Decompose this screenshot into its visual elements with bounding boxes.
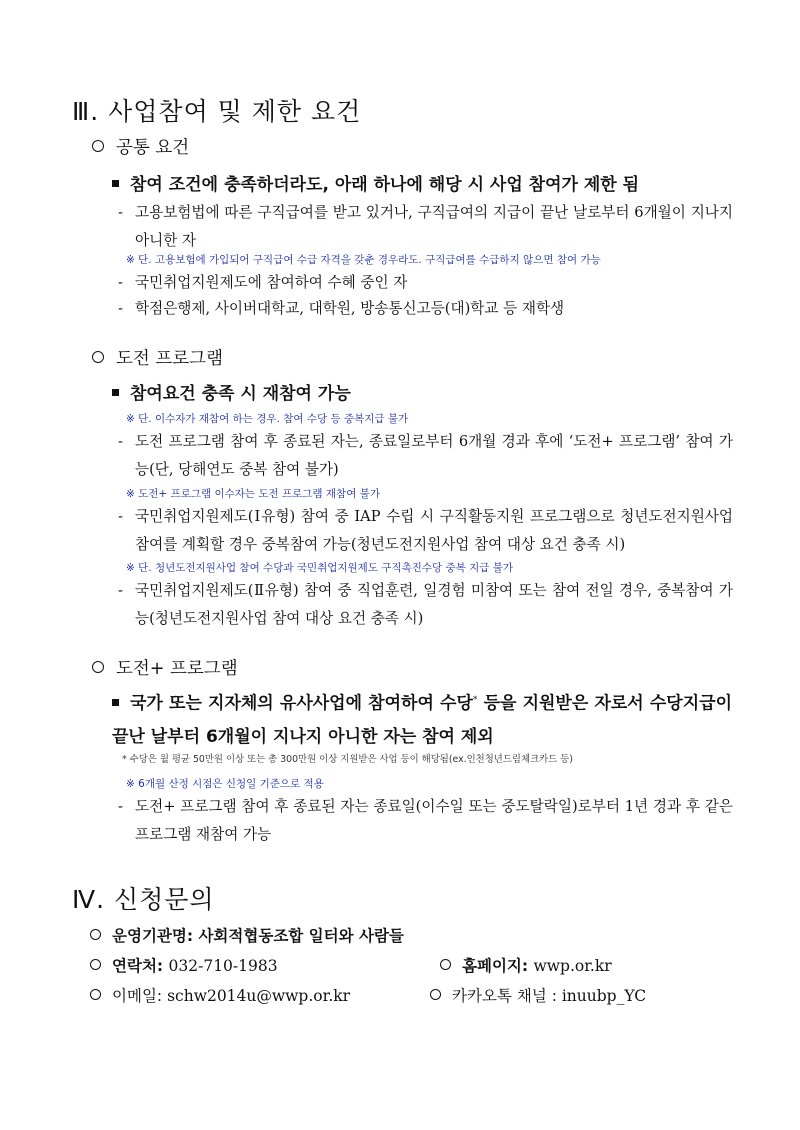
challenge-plus-bullet: 국가 또는 지자체의 유사사업에 참여하여 수당* 등을 지원받은 자로서 수당지급이 끝난 날부터 6개월이 지나지 아니한 자는 참여 제외 — [112, 693, 732, 747]
phone-number[interactable]: 032-710-1983 — [168, 957, 278, 975]
challenge-plus-footnote: * 수당은 월 평균 50만원 이상 또는 총 300만원 이상 지원받은 사업 등이 해당됨(ex.인천청년드림체크카드 등) — [122, 754, 573, 765]
challenge-item-1: - 도전 프로그램 참여 후 종료된 자는, 종료일로부터 6개월 경과 후에 ‘도전+ 프로그램’ 참여 가능(단, 당해연도 중복 참여 불가) — [118, 433, 733, 478]
email-contact: 이메일: schw2014u@wwp.or.kr — [90, 984, 350, 1006]
challenge-item-3: - 국민취업지원제도(Ⅱ유형) 참여 중 직업훈련, 일경험 미참여 또는 참여 전일 경우, 중복참여 가능(청년도전지원사업 참여 대상 요건 충족 시) — [118, 582, 733, 627]
homepage-contact: 홈페이지: wwp.or.kr — [440, 954, 612, 976]
kakao-channel[interactable]: inuubp_YC — [561, 987, 647, 1005]
challenge-note-3: ※ 단. 청년도전지원사업 참여 수당과 국민취업지원제도 구직촉진수당 중복 지급 불가 — [126, 562, 514, 574]
common-note-1: ※ 단. 고용보험에 가입되어 구직급여 수급 자격을 갖춘 경우라도. 구직급여를 수급하지 않으면 참여 가능 — [126, 254, 601, 266]
circle-bullet-icon — [90, 959, 101, 970]
circle-bullet-icon — [440, 959, 451, 970]
challenge-program-bullet: 참여요건 충족 시 재참여 가능 — [112, 379, 351, 404]
operator-org: 운영기관명: 사회적협동조합 일터와 사람들 — [90, 924, 404, 946]
circle-bullet-icon — [92, 661, 104, 673]
circle-bullet-icon — [90, 929, 101, 940]
square-bullet-icon — [112, 180, 119, 187]
challenge-plus-item-1: - 도전+ 프로그램 참여 후 종료된 자는 종료일(이수일 또는 중도탈락일)로부터 1년 경과 후 같은 프로그램 재참여 가능 — [118, 798, 733, 843]
section-4-title: Ⅳ. 신청문의 — [72, 885, 215, 914]
common-requirements-heading: 공통 요건 — [92, 134, 189, 159]
section-3-title: Ⅲ. 사업참여 및 제한 요건 — [72, 97, 362, 126]
square-bullet-icon — [112, 699, 119, 706]
common-item-3: - 학점은행제, 사이버대학교, 대학원, 방송통신고등(대)학교 등 재학생 — [118, 300, 565, 317]
square-bullet-icon — [112, 389, 119, 396]
email-link[interactable]: schw2014u@wwp.or.kr — [167, 987, 351, 1005]
homepage-link[interactable]: wwp.or.kr — [533, 957, 612, 975]
challenge-plus-note-1: ※ 6개월 산정 시점은 신청일 기준으로 적용 — [126, 778, 324, 790]
circle-bullet-icon — [92, 351, 104, 363]
challenge-plus-heading: 도전+ 프로그램 — [92, 655, 238, 680]
common-requirements-bullet: 참여 조건에 충족하더라도, 아래 하나에 해당 시 사업 참여가 제한 됨 — [112, 170, 639, 195]
circle-bullet-icon — [430, 989, 441, 1000]
circle-bullet-icon — [92, 140, 104, 152]
challenge-program-heading: 도전 프로그램 — [92, 345, 223, 370]
kakao-contact: 카카오톡 채널 : inuubp_YC — [430, 984, 646, 1006]
challenge-note-2: ※ 도전+ 프로그램 이수자는 도전 프로그램 재참여 불가 — [126, 488, 380, 500]
circle-bullet-icon — [90, 989, 101, 1000]
challenge-note-1: ※ 단. 이수자가 재참여 하는 경우. 참여 수당 등 중복지급 불가 — [126, 413, 409, 425]
challenge-item-2: - 국민취업지원제도(Ⅰ유형) 참여 중 IAP 수립 시 구직활동지원 프로그램으로 청년도전지원사업 참여를 계획할 경우 중복참여 가능(청년도전지원사업 참여 대상 요건 충족 시) — [118, 508, 733, 553]
phone-contact: 연락처: 032-710-1983 — [90, 954, 278, 976]
common-item-2: - 국민취업지원제도에 참여하여 수혜 중인 자 — [118, 274, 408, 291]
common-item-1: - 고용보험법에 따른 구직급여를 받고 있거나, 구직급여의 지급이 끝난 날로부터 6개월이 지나지 아니한 자 — [118, 204, 733, 249]
